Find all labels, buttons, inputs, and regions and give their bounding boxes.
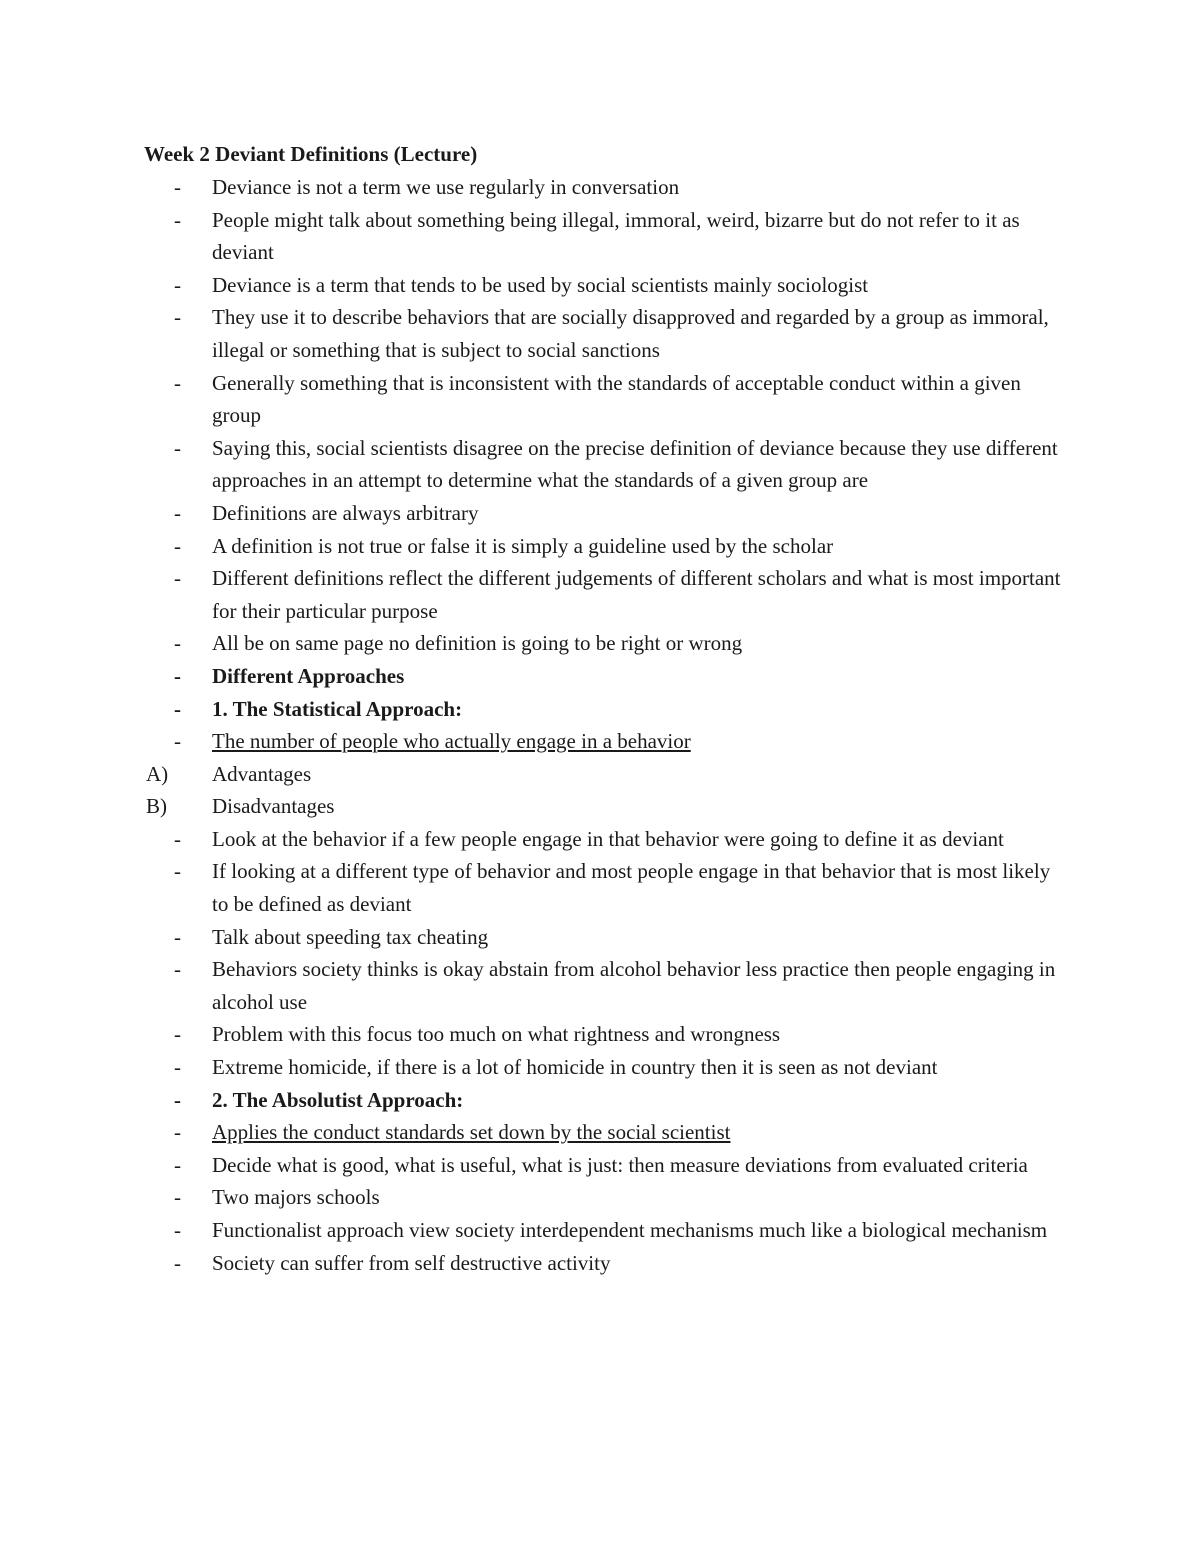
dash-marker: -	[174, 500, 181, 525]
letter-marker: B)	[146, 794, 167, 819]
list-item-text: They use it to describe behaviors that are socially disapproved and regarded by a group as immoral, illegal or something that is subject to social sanctions	[212, 305, 1049, 362]
list-item-text: Two majors schools	[212, 1185, 380, 1210]
list-item-text: Behaviors society thinks is okay abstain from alcohol behavior less practice then people engaging in alcohol use	[212, 957, 1056, 1014]
list-item	[144, 301, 1064, 366]
list-item-text: Society can suffer from self destructive activity	[212, 1250, 611, 1275]
dash-marker: -	[174, 566, 181, 591]
lettered-item-disadvantages	[144, 790, 1064, 823]
list-item	[144, 432, 1064, 497]
list-item	[144, 921, 1064, 954]
list-item-text: Deviance is not a term we use regularly in conversation	[212, 175, 680, 199]
dash-marker: -	[174, 435, 181, 460]
list-item	[144, 269, 1064, 302]
underlined-definition	[212, 1116, 1064, 1149]
dash-marker: -	[174, 924, 181, 949]
dash-marker: -	[174, 207, 181, 232]
underlined-definition-text: Applies the conduct standards set down by the social scientist	[212, 1120, 731, 1145]
lecture-notes-list	[144, 171, 1064, 1279]
list-item	[144, 1051, 1064, 1084]
underlined-definition	[212, 725, 1064, 758]
list-item-text: Generally something that is inconsistent with the standards of acceptable conduct within a given group	[212, 370, 1021, 428]
list-item	[144, 497, 1064, 530]
list-item-text: Advantages	[212, 761, 312, 786]
list-item-text: Extreme homicide, if there is a lot of homicide in country then it is seen as not deviant	[212, 1055, 938, 1080]
dash-marker: -	[174, 1218, 181, 1242]
dash-marker: -	[174, 826, 181, 851]
dash-marker: -	[174, 1250, 181, 1275]
list-item	[144, 1018, 1064, 1051]
list-item-text: Deviance is a term that tends to be used by social scientists mainly sociologist	[212, 272, 869, 297]
list-item-text: All be on same page no definition is going to be right or wrong	[212, 631, 743, 656]
dash-marker: -	[174, 370, 181, 395]
list-item	[144, 562, 1064, 627]
section-heading-text: 1. The Statistical Approach:	[212, 696, 463, 721]
dash-marker: -	[174, 1120, 181, 1145]
list-item-text: A definition is not true or false it is simply a guideline used by the scholar	[212, 533, 834, 558]
list-item-text: Disadvantages	[212, 794, 335, 819]
list-item	[144, 855, 1064, 920]
section-heading-text: Different Approaches	[212, 663, 405, 688]
dash-marker: -	[174, 533, 181, 558]
section-heading-statistical-approach	[144, 693, 1064, 726]
dash-marker: -	[174, 272, 181, 297]
list-item-text: Problem with this focus too much on what rightness and wrongness	[212, 1022, 781, 1047]
list-item-text: Definitions are always arbitrary	[212, 500, 479, 525]
list-item	[144, 1149, 1064, 1182]
section-heading-different-approaches	[144, 660, 1064, 693]
dash-marker: -	[174, 305, 181, 330]
list-item-text: Look at the behavior if a few people engage in that behavior were going to define it as deviant	[212, 826, 1004, 851]
underlined-definition-text: The number of people who actually engage in a behavior	[212, 729, 691, 754]
dash-marker: -	[174, 663, 181, 688]
document-title: Week 2 Deviant Definitions (Lecture)	[144, 142, 478, 166]
list-item	[144, 1247, 1064, 1280]
dash-marker: -	[174, 696, 181, 721]
list-item	[144, 823, 1064, 856]
absolutist-approach-definition	[144, 1116, 1064, 1149]
list-item	[144, 953, 1064, 1018]
section-heading-absolutist-approach	[144, 1084, 1064, 1117]
dash-marker: -	[174, 175, 181, 199]
list-item-text: Functionalist approach view society interdependent mechanisms much like a biological mechanism	[212, 1218, 1048, 1242]
dash-marker: -	[174, 1055, 181, 1080]
list-item	[144, 204, 1064, 269]
list-item-text: Saying this, social scientists disagree on the precise definition of deviance because they use different approaches in an attempt to determine what the standards of a given group are	[212, 435, 1058, 493]
dash-marker: -	[174, 729, 181, 754]
list-item	[144, 171, 1064, 204]
list-item	[144, 627, 1064, 660]
list-item-text: Different definitions reflect the different judgements of different scholars and what is most important for their particular purpose	[212, 566, 1061, 623]
letter-marker: A)	[146, 761, 169, 786]
list-item-text: If looking at a different type of behavior and most people engage in that behavior that is most likely to be defined as deviant	[212, 859, 1051, 917]
dash-marker: -	[174, 1152, 181, 1177]
lettered-item-advantages	[144, 758, 1064, 791]
list-item	[144, 367, 1064, 432]
list-item	[144, 1181, 1064, 1214]
dash-marker: -	[174, 1087, 181, 1112]
dash-marker: -	[174, 957, 181, 982]
dash-marker: -	[174, 631, 181, 656]
dash-marker: -	[174, 859, 181, 884]
dash-marker: -	[174, 1022, 181, 1047]
list-item-text: Talk about speeding tax cheating	[212, 924, 489, 949]
list-item	[144, 1214, 1064, 1247]
list-item	[144, 530, 1064, 563]
list-item-text: People might talk about something being illegal, immoral, weird, bizarre but do not refer to it as deviant	[212, 207, 1020, 265]
list-item-text: Decide what is good, what is useful, what is just: then measure deviations from evaluated criteria	[212, 1152, 1028, 1177]
statistical-approach-definition	[144, 725, 1064, 758]
section-heading-text: 2. The Absolutist Approach:	[212, 1087, 464, 1112]
dash-marker: -	[174, 1185, 181, 1210]
